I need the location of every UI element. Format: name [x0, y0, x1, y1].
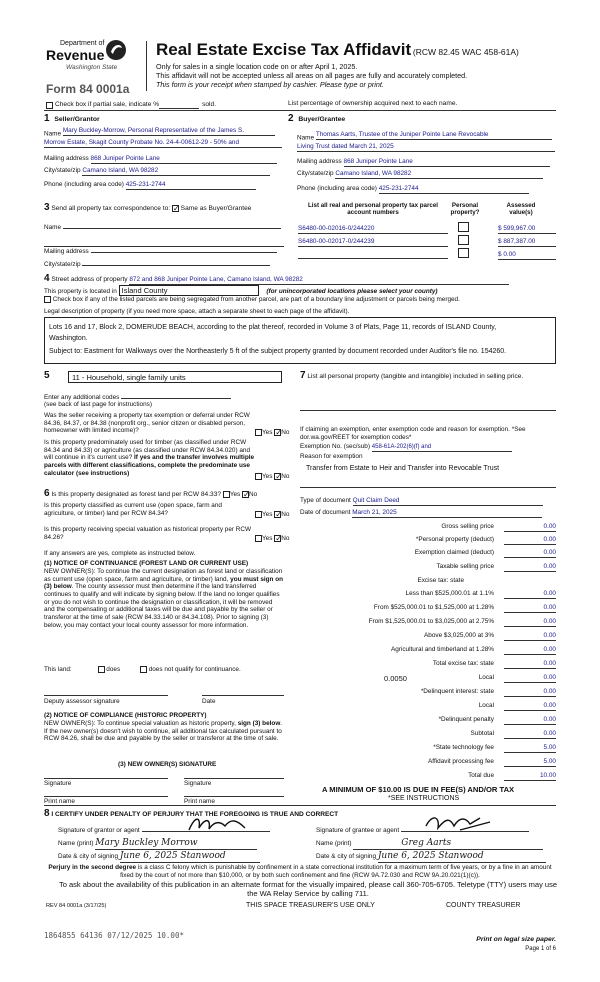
alt-format-note: To ask about the availability of this publication in an alternate format for the visually impaired, please call 360-705-6705. Teletype (TTY) users may use the WA Relay Service by calling 711.: [58, 880, 558, 898]
tax-row-value[interactable]: 0.00: [504, 618, 556, 627]
grantor-name-label: Name (print): [58, 840, 94, 847]
doc-type-field[interactable]: [300, 497, 543, 506]
section8-divider: [44, 805, 556, 806]
yes-label: Yes: [262, 429, 273, 437]
form-number: Form 84 0001a: [46, 82, 130, 96]
new-owner-print2-label: Print name: [184, 798, 215, 805]
tax-row-label: Total excise tax: state: [432, 660, 494, 667]
section1-title: Seller/Grantor: [54, 116, 100, 123]
seller-phone-value: 425-231-2744: [126, 181, 256, 190]
doc-date-field[interactable]: [300, 509, 542, 518]
partial-sale-checkbox[interactable]: [46, 102, 53, 109]
buyer-mail-label: Mailing address: [297, 158, 342, 165]
section1-header: [44, 113, 100, 125]
tax-row-value[interactable]: 0.00: [504, 590, 556, 599]
section8-number: 8: [44, 808, 50, 819]
tax-row: [300, 577, 556, 587]
reason-value[interactable]: Transfer from Estate to Heir and Transfer into Revocable Trust: [306, 465, 500, 472]
tax-row-value[interactable]: 0.00: [504, 536, 556, 545]
treasurer-use-label: THIS SPACE TREASURER'S USE ONLY: [246, 902, 375, 909]
notice2-body-a: NEW OWNER(S): To continue special valuation as historic property,: [44, 720, 238, 727]
tax-row-label: Local: [478, 674, 494, 681]
legal-desc-line1: Lots 16 and 17, Block 2, DOMERUDE BEACH, according to the plat thereof, recorded in Volume 3 of Plats, Page 11, records of ISLAND County,: [49, 324, 497, 331]
tax-row-value[interactable]: 0.00: [504, 702, 556, 711]
partial-sold-label: sold.: [202, 101, 217, 108]
county-row: [44, 285, 438, 296]
section7-label: List all personal property (tangible and intangible) included in selling price.: [307, 373, 524, 380]
buyer-mail-value: 868 Juniper Pointe Lane: [344, 158, 550, 167]
grantee-name-field[interactable]: [316, 838, 543, 850]
tax-row: [300, 632, 556, 642]
addl-codes-label: Enter any additional codes: [44, 394, 120, 401]
seller-mail-value: 868 Juniper Pointe Lane: [91, 155, 277, 164]
dept-line3: Washington State: [66, 64, 118, 71]
no-label: No: [281, 473, 290, 481]
section3-number: 3: [44, 202, 50, 213]
assessed-value-2[interactable]: $ 887,387.00: [498, 238, 556, 247]
tax-row-value[interactable]: 0.00: [504, 632, 556, 641]
tax-row-value[interactable]: 0.00: [504, 660, 556, 669]
notice2-body-b: sign (3) below: [237, 720, 281, 727]
dor-logo: [44, 40, 144, 80]
minimum-due-note: A MINIMUM OF $10.00 IS DUE IN FEE(S) AND/OR TAX: [322, 785, 515, 794]
parcel-col-header: List all real and personal property tax parcel account numbers: [308, 202, 438, 217]
seller-city-label: City/state/zip: [44, 167, 81, 174]
local-rate: 0.0050: [384, 674, 407, 683]
forest-question-text: Is this property designated as forest land per RCW 84.33?: [51, 491, 222, 498]
tax-row-label: Gross selling price: [441, 523, 494, 530]
exemption-yes-checkbox[interactable]: [255, 429, 262, 436]
segregated-row: [44, 296, 460, 304]
rev-number: REV 84 0001a (3/17/25): [46, 903, 107, 909]
tax-row-value[interactable]: 0.00: [504, 716, 556, 725]
yes-label: Yes: [229, 491, 241, 498]
legal-desc-label: Legal description of property (if you need more space, attach a separate sheet to each page of the affidavit).: [44, 308, 350, 315]
historic-yesno: [255, 535, 289, 543]
seller-mail-field[interactable]: [44, 155, 282, 164]
buyer-phone-field[interactable]: [297, 185, 555, 194]
tax-row-value[interactable]: 0.00: [504, 549, 556, 558]
seller-name-field[interactable]: [44, 127, 282, 138]
personal-property-line[interactable]: [300, 405, 556, 411]
county-label: This property is located in: [44, 288, 117, 295]
revenue-swirl-icon: [104, 38, 128, 62]
doc-date-value: March 21, 2025: [352, 509, 542, 518]
section4-street[interactable]: [44, 273, 556, 285]
tax-row-label: From $525,000.01 to $1,525,000 at 1.28%: [373, 604, 494, 611]
dept-line2: Revenue: [46, 47, 105, 63]
seller-city-value: Camano Island, WA 98282: [82, 167, 270, 176]
notice2-body-c: . If the new owner(s) doesn't wish to continue, all additional tax calculated pursuant to RCW 84.26, shall be due and payable by the seller or transferor at the time of sale.: [44, 720, 283, 743]
tax-row-value[interactable]: 10.00: [504, 772, 556, 781]
new-owner-print1-label: Print name: [44, 798, 75, 805]
tax-row: [300, 646, 556, 656]
notice1-body-b: you must sign on (3) below: [44, 575, 284, 591]
header-subtitle-1: Only for sales in a single location code on or after April 1, 2025.: [156, 62, 358, 71]
tax-table: [300, 523, 556, 783]
section5-number: 5: [44, 370, 50, 381]
personal-property-checkbox-3[interactable]: [458, 248, 469, 258]
if-yes-note: If any answers are yes, complete as instructed below.: [44, 550, 196, 557]
personal-property-checkbox-1[interactable]: [458, 222, 469, 232]
section-divider-top: [44, 110, 556, 111]
county-select[interactable]: Island County: [119, 285, 259, 296]
tax-row: [300, 590, 556, 600]
tax-row: [300, 604, 556, 614]
legal-desc-box[interactable]: [44, 317, 556, 364]
section7-number: 7: [300, 370, 306, 381]
exemption-claim-text: If claiming an exemption, enter exemption code and reason for exemption. *See dor.wa.gov/REET for exemption codes*: [300, 426, 526, 441]
this-land-row: [44, 666, 241, 674]
notice3-title: (3) NEW OWNER(S) SIGNATURE: [118, 761, 217, 768]
grantee-signature-icon: [420, 812, 500, 834]
tax-row-label: Affidavit processing fee: [428, 758, 494, 765]
form-rcw: (RCW 82.45 WAC 458-61A): [412, 47, 519, 57]
assessed-col-header: Assessed value(s): [506, 202, 536, 217]
new-owner-sig2-line[interactable]: [184, 774, 284, 779]
buyer-city-value: Camano Island, WA 98282: [335, 170, 543, 179]
yes-label: Yes: [262, 511, 273, 519]
no-label: No: [249, 491, 258, 498]
doc-date-label: Date of document: [300, 509, 351, 516]
does-checkbox[interactable]: [98, 666, 105, 673]
exemption-question: Was the seller receiving a property tax exemption or deferral under RCW 84.36, 84.37, or 84.38 (nonprofit org., senior citizen or disabled person, homeowner with limited income)?: [44, 412, 250, 435]
grantee-date-value: June 6, 2025 Stanwood: [378, 851, 546, 863]
timber-question-a: Is this property predominately used for timber (as classified under RCW 84.34 and 84.33) or agriculture (as classified under RCW 84.34.020) and will continue in it's current use?: [44, 439, 251, 462]
buyer-phone-value: 425-231-2744: [379, 185, 529, 194]
segregated-checkbox[interactable]: [44, 296, 51, 303]
current-use-yesno: [255, 511, 289, 519]
grantee-date-field[interactable]: [316, 851, 546, 863]
buyer-name-value2[interactable]: Living Trust dated March 21, 2025: [297, 143, 555, 152]
parcel-number-3[interactable]: [298, 251, 448, 259]
section5-row: [44, 370, 50, 382]
corr-name-label: Name: [44, 224, 62, 231]
no-label: No: [281, 511, 290, 519]
parcel-number-1[interactable]: S6480-00-02016-0/244220: [298, 225, 448, 234]
section6-number: 6: [44, 488, 50, 499]
parcel-number-2[interactable]: S6480-00-02017-0/244239: [298, 238, 448, 247]
segregated-label: Check box if any of the listed parcels are being segregated from another parcel, are part of a boundary line adjustment or parcels being merged.: [52, 296, 460, 304]
new-owner-sig1-label: Signature: [44, 780, 72, 787]
same-as-buyer-checkbox[interactable]: [172, 205, 179, 212]
tax-row: [300, 523, 556, 533]
corr-mail-line: [91, 246, 277, 253]
timber-yesno: [255, 473, 289, 481]
notice2-body: [44, 720, 284, 743]
deputy-date-line[interactable]: [202, 690, 284, 696]
reason-label: Reason for exemption: [300, 453, 363, 460]
grantor-signature-icon: [185, 814, 265, 836]
corr-name-line: [63, 222, 281, 229]
seller-name-label: Name: [44, 130, 62, 138]
grantor-date-field[interactable]: [58, 851, 260, 863]
timber-question: [44, 439, 256, 477]
street-value: 872 and 868 Juniper Pointe Lane, Camano Island, WA 98282: [129, 276, 509, 285]
certify-text: I CERTIFY UNDER PENALTY OF PERJURY THAT THE FOREGOING IS TRUE AND CORRECT: [51, 811, 339, 818]
tax-row-label: From $1,525,000.01 to $3,025,000 at 2.75%: [368, 618, 494, 625]
section7-text: [300, 370, 556, 382]
tax-row: [300, 716, 556, 726]
section3-text: Send all property tax correspondence to:: [51, 205, 171, 212]
tax-row-label: *Personal property (deduct): [415, 536, 494, 543]
timber-no-checkbox[interactable]: [274, 473, 281, 480]
page-number: Page 1 of 6: [525, 946, 556, 952]
tax-row: [300, 758, 556, 768]
seller-name-value2[interactable]: Morrow Estate, Skagit County Probate No. 24-4-00612-29 - 50% and: [44, 139, 282, 148]
see-instructions: *SEE INSTRUCTIONS: [388, 795, 460, 802]
perjury-notice: [44, 864, 556, 879]
tax-row-value[interactable]: 0.00: [504, 646, 556, 655]
tax-row: [300, 702, 556, 712]
tax-row-value[interactable]: 0.00: [504, 523, 556, 532]
header-subtitle-3: This form is your receipt when stamped by cashier. Please type or print.: [156, 80, 384, 89]
perjury-bold: Perjury in the second degree: [48, 864, 137, 871]
header-divider: [146, 41, 147, 91]
exemption-yesno: [255, 429, 289, 437]
corr-mail-label: Mailing address: [44, 248, 89, 255]
grantor-name-field[interactable]: [58, 838, 257, 850]
corr-mail-field[interactable]: [44, 246, 284, 256]
tax-row: [300, 536, 556, 546]
grantor-date-label: Date & city of signing: [58, 853, 119, 860]
same-as-buyer-label: Same as Buyer/Grantee: [180, 205, 252, 212]
buyer-city-field[interactable]: [297, 170, 555, 179]
legal-desc-line2: Washington.: [49, 335, 88, 343]
tax-row-value[interactable]: 0.00: [504, 604, 556, 613]
grantee-name-value: Greg Aarts: [353, 838, 543, 850]
current-use-question: Is this property classified as current use (open space, farm and agriculture, or timber) land per RCW 84.34?: [44, 502, 222, 517]
forest-question: [44, 488, 257, 500]
tax-row-label: Taxable selling price: [436, 563, 494, 570]
grantor-date-value: June 6, 2025 Stanwood: [120, 851, 260, 863]
deputy-sig-line[interactable]: [44, 690, 168, 696]
buyer-name-label: Name: [297, 134, 315, 142]
current-use-no-checkbox[interactable]: [274, 511, 281, 518]
street-label: Street address of property: [51, 276, 128, 283]
section2-header: [288, 113, 345, 125]
section3-header: [44, 202, 251, 214]
corr-name-field[interactable]: [44, 222, 284, 232]
tax-row-label: *Delinquent penalty: [438, 716, 494, 723]
notice1-body-a: NEW OWNER(S): To continue the current designation as forest land or classification as current use (open space, farm and agriculture, or timber) land,: [44, 568, 283, 583]
wac-field[interactable]: [300, 443, 512, 452]
wac-label: Exemption No. (sec/sub): [300, 443, 370, 450]
seller-city-field[interactable]: [44, 167, 282, 176]
doc-type-label: Type of document: [300, 497, 351, 504]
buyer-name-field[interactable]: [297, 131, 555, 142]
tax-row-label: Excise tax: state: [417, 577, 464, 584]
new-owner-print2-line[interactable]: [184, 792, 284, 797]
timber-yes-checkbox[interactable]: [255, 473, 262, 480]
tax-row-label: Local: [478, 702, 494, 709]
dept-line1: Department of: [60, 40, 105, 47]
grantor-name-value: Mary Buckley Morrow: [95, 838, 257, 850]
tax-row-label: Total due: [468, 772, 494, 779]
header-subtitle-2: This affidavit will not be accepted unless all areas on all pages are fully and accurately completed.: [156, 71, 468, 80]
historic-question: Is this property receiving special valuation as historical property per RCW 84.26?: [44, 526, 252, 541]
tax-row-value[interactable]: 0.00: [504, 730, 556, 739]
buyer-city-label: City/state/zip: [297, 170, 334, 177]
assessed-value-1[interactable]: $ 599,967.00: [498, 225, 556, 234]
notice1-body-c: . The county assessor must then determine if the land transferred continues to qualify and will indicate by signing below. If the land no longer qualifies or you do not wish to continue the designation or classification, it will be removed and the compensating or additional taxes will be due and payable by the seller or transferor at the time of sale (RCW 84.33.140 or 84.34.108). Prior to signing (3) below, you may contact your local county assessor for more information.: [44, 583, 280, 629]
historic-no-checkbox[interactable]: [274, 535, 281, 542]
recording-stamp: 1864855 64136 07/12/2025 10.00*: [44, 931, 184, 940]
tax-row: [300, 674, 556, 684]
tax-row-value[interactable]: 0.00: [504, 688, 556, 697]
partial-sale-label: Check box if partial sale, indicate %: [55, 101, 160, 108]
historic-yes-checkbox[interactable]: [255, 535, 262, 542]
tax-row-label: Subtotal: [470, 730, 494, 737]
grantor-sig-label: Signature of grantor or agent: [58, 827, 140, 834]
tax-row: [300, 563, 556, 573]
new-owner-sig1-line[interactable]: [44, 774, 168, 779]
section1-number: 1: [44, 113, 50, 124]
tax-row-value[interactable]: 5.00: [504, 758, 556, 767]
land-use-code-select[interactable]: 11 - Household, single family units: [68, 371, 282, 383]
buyer-name-value1: Thomas Aarts, Trustee of the Juniper Pointe Lane Revocable: [316, 131, 552, 140]
reason-line2[interactable]: [300, 483, 556, 488]
seller-phone-label: Phone (including area code): [44, 181, 124, 188]
personal-col-header: Personal property?: [450, 202, 480, 217]
tax-row: [300, 660, 556, 670]
doc-type-value: Quit Claim Deed: [353, 497, 543, 506]
grantee-date-label: Date & city of signing: [316, 853, 377, 860]
notice1-body: [44, 568, 284, 630]
current-use-yes-checkbox[interactable]: [255, 511, 262, 518]
tax-row-label: *Delinquent interest: state: [420, 688, 494, 695]
tax-row-label: *State technology fee: [433, 744, 494, 751]
grantee-sig-label: Signature of grantee or agent: [316, 827, 400, 834]
buyer-phone-label: Phone (including area code): [297, 185, 377, 192]
tax-row-label: Agricultural and timberland at 1.28%: [390, 646, 494, 653]
does-not-label: does not qualify for continuance.: [148, 666, 241, 674]
tax-row-label: Exemption claimed (deduct): [414, 549, 494, 556]
tax-row: [300, 744, 556, 754]
no-label: No: [281, 429, 290, 437]
personal-property-checkbox-2[interactable]: [458, 235, 469, 245]
perjury-text: is a class C felony which is punishable by confinement in a state correctional institution for a maximum term of five years, or by a fine in an amount fixed by the court of not more than $10,000, or by both such confinement and fine (RCW 9A.72.030 and RCW 9A.20.021(1)(c)).: [120, 864, 552, 879]
forest-no-checkbox[interactable]: [242, 491, 249, 498]
addl-codes-note: (see back of last page for instructions): [44, 401, 152, 408]
seller-name-value1: Mary Buckley-Morrow, Personal Representative of the James S.: [63, 127, 275, 136]
notice2-title: (2) NOTICE OF COMPLIANCE (HISTORIC PROPERTY): [44, 712, 207, 719]
corr-city-field[interactable]: [44, 259, 284, 269]
addl-codes-line: [121, 392, 231, 399]
seller-phone-field[interactable]: [44, 181, 282, 190]
new-owner-sig2-label: Signature: [184, 780, 212, 787]
assessed-value-3[interactable]: $ 0.00: [498, 251, 556, 260]
deputy-date-label: Date: [202, 698, 216, 705]
partial-percent-field[interactable]: [159, 102, 199, 109]
this-land-label: This land:: [44, 666, 72, 674]
tax-row: [300, 772, 556, 782]
deputy-sig-label: Deputy assessor signature: [44, 698, 120, 705]
tax-row: [300, 730, 556, 740]
tax-row-value[interactable]: 0.00: [504, 563, 556, 572]
timber-question-b: If yes and the transfer involves multiple parcels with different classifications, complete the predominate use calculator (see instructions): [44, 454, 255, 477]
section4-number: 4: [44, 273, 50, 284]
form-title-text: Real Estate Excise Tax Affidavit: [156, 40, 412, 59]
wac-value: 458-61A-202(6)(f) and: [372, 444, 512, 452]
grantee-name-label: Name (print): [316, 840, 352, 847]
tax-row-value[interactable]: 5.00: [504, 744, 556, 753]
corr-city-label: City/state/zip: [44, 261, 81, 268]
county-note: (for unincorporated locations please select your county): [266, 288, 438, 295]
section2-number: 2: [288, 113, 294, 124]
corr-city-line: [82, 259, 270, 266]
tax-row-label: Less than $525,000.01 at 1.1%: [405, 590, 494, 597]
yes-label: Yes: [262, 535, 273, 543]
section2-title: Buyer/Grantee: [298, 116, 346, 123]
tax-row-label: Above $3,025,000 at 3%: [424, 632, 494, 639]
exemption-no-checkbox[interactable]: [274, 429, 281, 436]
tax-row: [300, 549, 556, 559]
buyer-mail-field[interactable]: [297, 158, 555, 167]
no-label: No: [281, 535, 290, 543]
county-treasurer-label: COUNTY TREASURER: [446, 902, 521, 909]
does-not-checkbox[interactable]: [140, 666, 147, 673]
ownership-note: List percentage of ownership acquired next to each name.: [288, 100, 458, 107]
tax-row-value[interactable]: 0.00: [504, 674, 556, 683]
notice1-title: (1) NOTICE OF CONTINUANCE (FOREST LAND OR CURRENT USE): [44, 560, 249, 567]
tax-row: [300, 688, 556, 698]
legal-desc-line3: Subject to: Eastment for Walkways over the Northeasterly 5 ft of the subject property granted by document recorded under Auditor's file no. 154260.: [49, 347, 507, 355]
yes-label: Yes: [262, 473, 273, 481]
form-title: [156, 40, 519, 60]
tax-row: [300, 618, 556, 628]
partial-sale-row: [46, 101, 216, 109]
forest-yes-checkbox[interactable]: [223, 491, 230, 498]
new-owner-print1-line[interactable]: [44, 792, 168, 797]
seller-mail-label: Mailing address: [44, 155, 89, 162]
does-label: does: [106, 666, 121, 674]
legal-paper-note: Print on legal size paper.: [476, 936, 556, 943]
